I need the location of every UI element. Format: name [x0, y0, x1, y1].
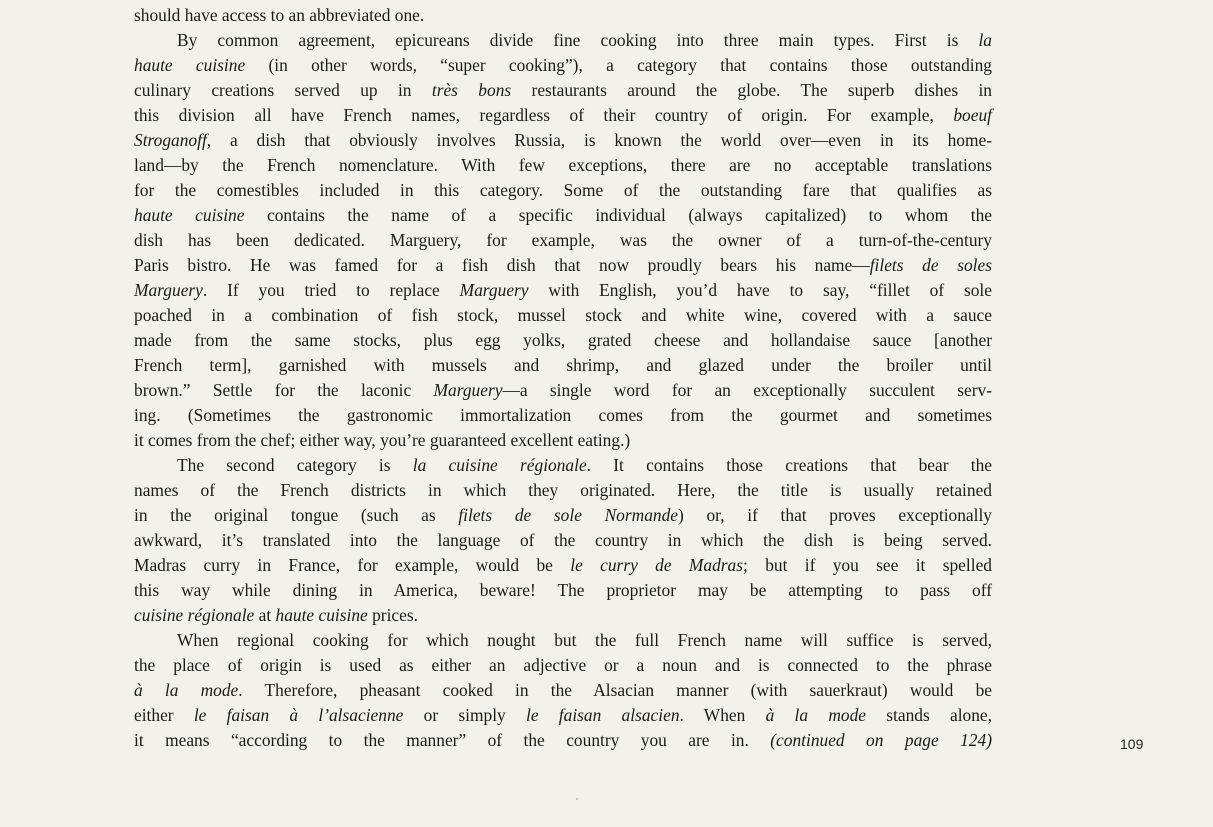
text-run: (in other words, “super cooking”), a category that contains those outstanding — [245, 55, 992, 75]
text-line — [134, 703, 992, 728]
text-run: brown.” Settle for the laconic — [134, 380, 434, 400]
text-run: names of the French districts in which they originated. Here, the title is usually retained — [134, 480, 992, 500]
text-line — [134, 678, 992, 703]
text-run: land—by the French nomenclature. With few exceptions, there are no acceptable translations — [134, 155, 992, 175]
page-number: 109 — [1120, 736, 1144, 752]
text-run: restaurants around the globe. The superb dishes in — [511, 80, 992, 100]
italic-term: le faisan à l’alsacienne — [193, 705, 404, 725]
text-run: it means “according to the manner” of the country you are in. — [134, 730, 771, 750]
italic-term: boeuf — [953, 105, 992, 125]
text-run: Madras curry in France, for example, would be — [134, 555, 571, 575]
text-run: . Therefore, pheasant cooked in the Alsacian manner (with sauerkraut) would be — [238, 680, 992, 700]
text-line — [134, 128, 992, 153]
text-line — [134, 453, 992, 478]
text-line — [134, 553, 992, 578]
italic-term: le faisan alsacien — [525, 705, 680, 725]
paper-speck — [576, 798, 578, 800]
italic-term: filets de sole Normande — [458, 505, 679, 525]
text-run: made from the same stocks, plus egg yolks, grated cheese and hollandaise sauce [another — [134, 330, 992, 350]
text-line — [134, 653, 992, 678]
text-line — [134, 253, 992, 278]
text-run: . When — [679, 705, 766, 725]
italic-term: Marguery — [433, 380, 503, 400]
italic-term: haute cuisine — [134, 55, 246, 75]
text-line — [134, 378, 992, 403]
text-run: When regional cooking for which nought but the full French name will suffice is served, — [177, 630, 992, 650]
italic-term: haute cuisine — [134, 205, 245, 225]
text-line — [134, 578, 992, 603]
text-line — [134, 78, 992, 103]
text-run: for the comestibles included in this category. Some of the outstanding fare that qualifies as — [134, 180, 992, 200]
text-run: the place of origin is used as either an adjective or a noun and is connected to the phrase — [134, 655, 992, 675]
text-line — [134, 728, 992, 753]
italic-term: cuisine régionale — [134, 605, 255, 625]
text-run: . If you tried to replace — [202, 280, 460, 300]
text-line — [134, 53, 992, 78]
text-line — [134, 503, 992, 528]
italic-term: haute cuisine — [275, 605, 368, 625]
text-run: either — [134, 705, 194, 725]
text-run: ing. (Sometimes the gastronomic immortalization comes from the gourmet and sometimes — [134, 405, 992, 425]
text-run: this division all have French names, regardless of their country of origin. For example, — [134, 105, 954, 125]
article-body — [134, 3, 992, 753]
text-line — [134, 528, 992, 553]
text-run: with English, you’d have to say, “fillet of sole — [528, 280, 992, 300]
text-run: Paris bistro. He was famed for a fish dish that now proudly bears his name— — [134, 255, 870, 275]
text-line — [134, 103, 992, 128]
text-run: stands alone, — [866, 705, 992, 725]
text-line — [134, 178, 992, 203]
italic-term: (continued on page 124) — [770, 730, 992, 750]
text-run: contains the name of a specific individual (always capitalized) to whom the — [244, 205, 992, 225]
text-run: awkward, it’s translated into the language of the country in which the dish is being served. — [134, 530, 992, 550]
text-line — [134, 403, 992, 428]
text-line — [134, 478, 992, 503]
text-line — [134, 153, 992, 178]
italic-term: Marguery — [134, 280, 203, 300]
italic-term: la cuisine régionale — [412, 455, 587, 475]
text-run: prices. — [367, 605, 418, 625]
text-line — [134, 628, 992, 653]
text-run: culinary creations served up in — [134, 80, 432, 100]
text-run: it comes from the chef; either way, you’re guaranteed excellent eating.) — [134, 430, 631, 450]
text-run: The second category is — [177, 455, 413, 475]
italic-term: le curry de Madras — [570, 555, 744, 575]
text-run: By common agreement, epicureans divide fine cooking into three main types. First is — [177, 30, 979, 50]
italic-term: très bons — [431, 80, 512, 100]
text-line: should have access to an abbreviated one. — [134, 5, 425, 25]
text-line — [134, 28, 992, 53]
text-run: . It contains those creations that bear the — [586, 455, 992, 475]
text-run: ; but if you see it spelled — [743, 555, 992, 575]
text-line — [134, 203, 992, 228]
italic-term: filets de soles — [869, 255, 992, 275]
italic-term: à la mode — [134, 680, 239, 700]
text-run: French term], garnished with mussels and shrimp, and glazed under the broiler until — [134, 355, 992, 375]
italic-term: à la mode — [765, 705, 866, 725]
text-line — [134, 228, 992, 253]
text-run: at — [254, 605, 276, 625]
text-run: in the original tongue (such as — [134, 505, 459, 525]
text-run: dish has been dedicated. Marguery, for example, was the owner of a turn-of-the-century — [134, 230, 992, 250]
text-run: ) or, if that proves exceptionally — [678, 505, 993, 525]
text-run: , a dish that obviously involves Russia, is known the world over—even in its home- — [206, 130, 992, 150]
text-run: this way while dining in America, beware! The proprietor may be attempting to pass off — [134, 580, 992, 600]
text-line — [134, 303, 992, 328]
text-line — [134, 603, 992, 628]
text-line — [134, 278, 992, 303]
text-line — [134, 328, 992, 353]
italic-term: la — [978, 30, 992, 50]
text-line — [134, 353, 992, 378]
text-run: poached in a combination of fish stock, mussel stock and white wine, covered with a sauce — [134, 305, 992, 325]
text-run: —a single word for an exceptionally succulent serv- — [502, 380, 992, 400]
italic-term: Stroganoff — [134, 130, 207, 150]
text-run: or simply — [403, 705, 526, 725]
italic-term: Marguery — [459, 280, 529, 300]
text-line — [134, 428, 992, 453]
